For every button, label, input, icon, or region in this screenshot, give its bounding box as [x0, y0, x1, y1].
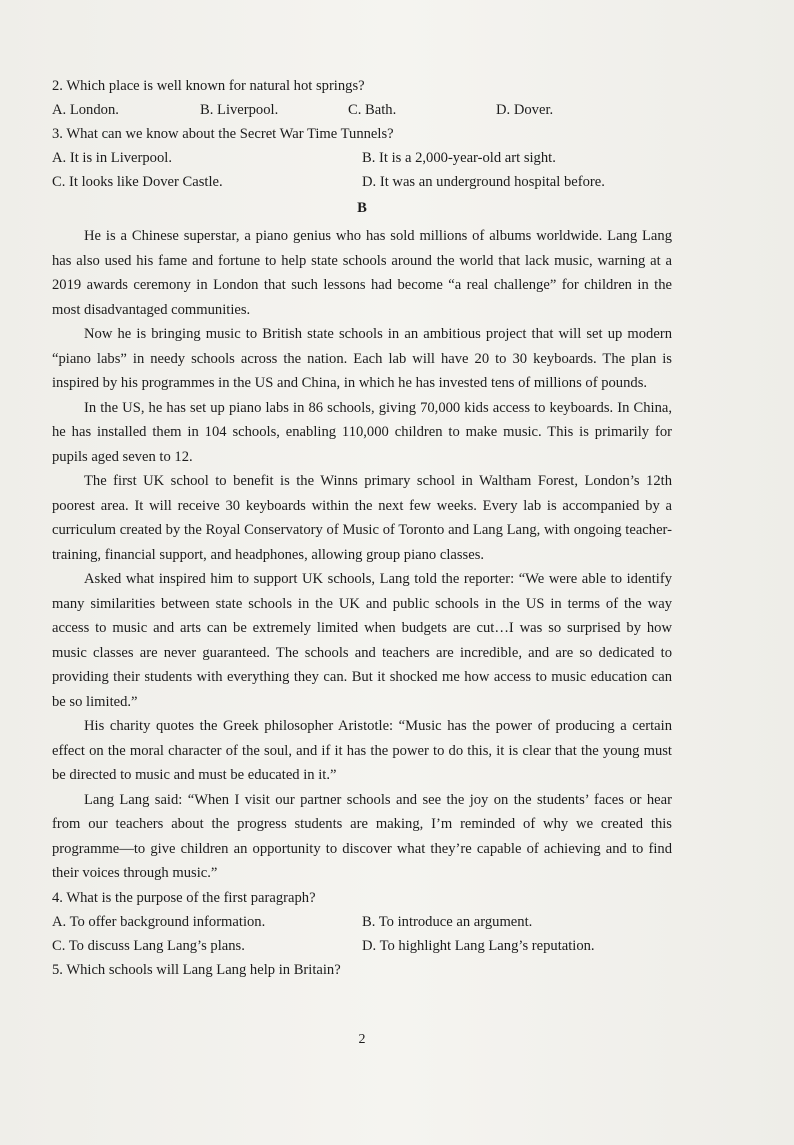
question-3-options-row2 [52, 170, 672, 194]
page-number: 2 [358, 1032, 366, 1047]
option-b: B. To introduce an argument. [362, 913, 533, 930]
option-d: D. To highlight Lang Lang’s reputation. [362, 937, 595, 954]
passage-paragraph: He is a Chinese superstar, a piano genius who has sold millions of albums worldwide. Lang Lang has also used his fame and fortune to help state schools around the world that lack music, warning at a 2019 awards ceremony in London that such lessons had become “a real challenge” for children in the most disadvantaged communities. [52, 228, 672, 318]
option-a: A. It is in Liverpool. [52, 150, 172, 166]
option-a: A. To offer background information. [52, 913, 266, 930]
option-a: A. London. [52, 102, 119, 118]
option-b: B. Liverpool. [200, 102, 279, 118]
question-4 [52, 886, 672, 958]
passage-paragraph: His charity quotes the Greek philosopher Aristotle: “Music has the power of producing a certain effect on the moral character of the soul, and if it has the power to do this, it is clear that the young must be directed to music and must be educated in it.” [52, 718, 672, 783]
passage-paragraph: Lang Lang said: “When I visit our partner schools and see the joy on the students’ faces or hear from our teachers about the progress students are making, I’m reminded of why we created this programme—to give children an opportunity to discover what they’re capable of achieving and to find their voices through music.” [52, 791, 672, 881]
question-2-options [52, 98, 672, 122]
question-4-options-row2 [52, 934, 672, 958]
passage-paragraph: In the US, he has set up piano labs in 86 schools, giving 70,000 kids access to keyboards. In China, he has installed them in 104 schools, enabling 110,000 children to make music. This is primarily for pupils aged seven to 12. [52, 399, 672, 465]
option-b: B. It is a 2,000-year-old art sight. [362, 150, 556, 166]
question-3-options-row1 [52, 146, 672, 170]
option-d: D. Dover. [496, 102, 554, 118]
passage-paragraph: Asked what inspired him to support UK schools, Lang told the reporter: “We were able to identify many similarities between state schools in the UK and public schools in the US in terms of the way access to music and arts can be extremely limited when budgets are cut…I was so surprised by how music classes are never guaranteed. The schools and teachers are incredible, and are so dedicated to providing their students with everything they can. But it shocked me how access to music education can be so limited.” [52, 571, 672, 710]
option-c: C. It looks like Dover Castle. [52, 174, 223, 190]
passage-paragraph: The first UK school to benefit is the Winns primary school in Waltham Forest, London’s 12th poorest area. It will receive 30 keyboards within the next few weeks. Every lab is accompanied by a curriculum created by the Royal Conservatory of Music of Toronto and Lang Lang, with ongoing teacher-training, financial support, and headphones, allowing group piano classes. [52, 473, 672, 563]
question-5-stem: 5. Which schools will Lang Lang help in Britain? [52, 961, 341, 978]
question-4-stem: 4. What is the purpose of the first paragraph? [52, 889, 316, 906]
passage-paragraph: Now he is bringing music to British state schools in an ambitious project that will set up modern “piano labs” in needy schools across the nation. Each lab will have 20 to 30 keyboards. The plan is inspired by his programmes in the US and China, in which he has invested tens of millions of pounds. [52, 326, 672, 391]
question-2-stem: 2. Which place is well known for natural hot springs? [52, 78, 365, 94]
option-c: C. Bath. [348, 102, 397, 118]
page-content [52, 74, 672, 982]
question-3-stem: 3. What can we know about the Secret War Time Tunnels? [52, 126, 394, 142]
option-d: D. It was an underground hospital before. [362, 174, 605, 190]
question-4-options-row1 [52, 910, 672, 934]
option-c: C. To discuss Lang Lang’s plans. [52, 937, 245, 954]
section-label: B [357, 200, 367, 216]
